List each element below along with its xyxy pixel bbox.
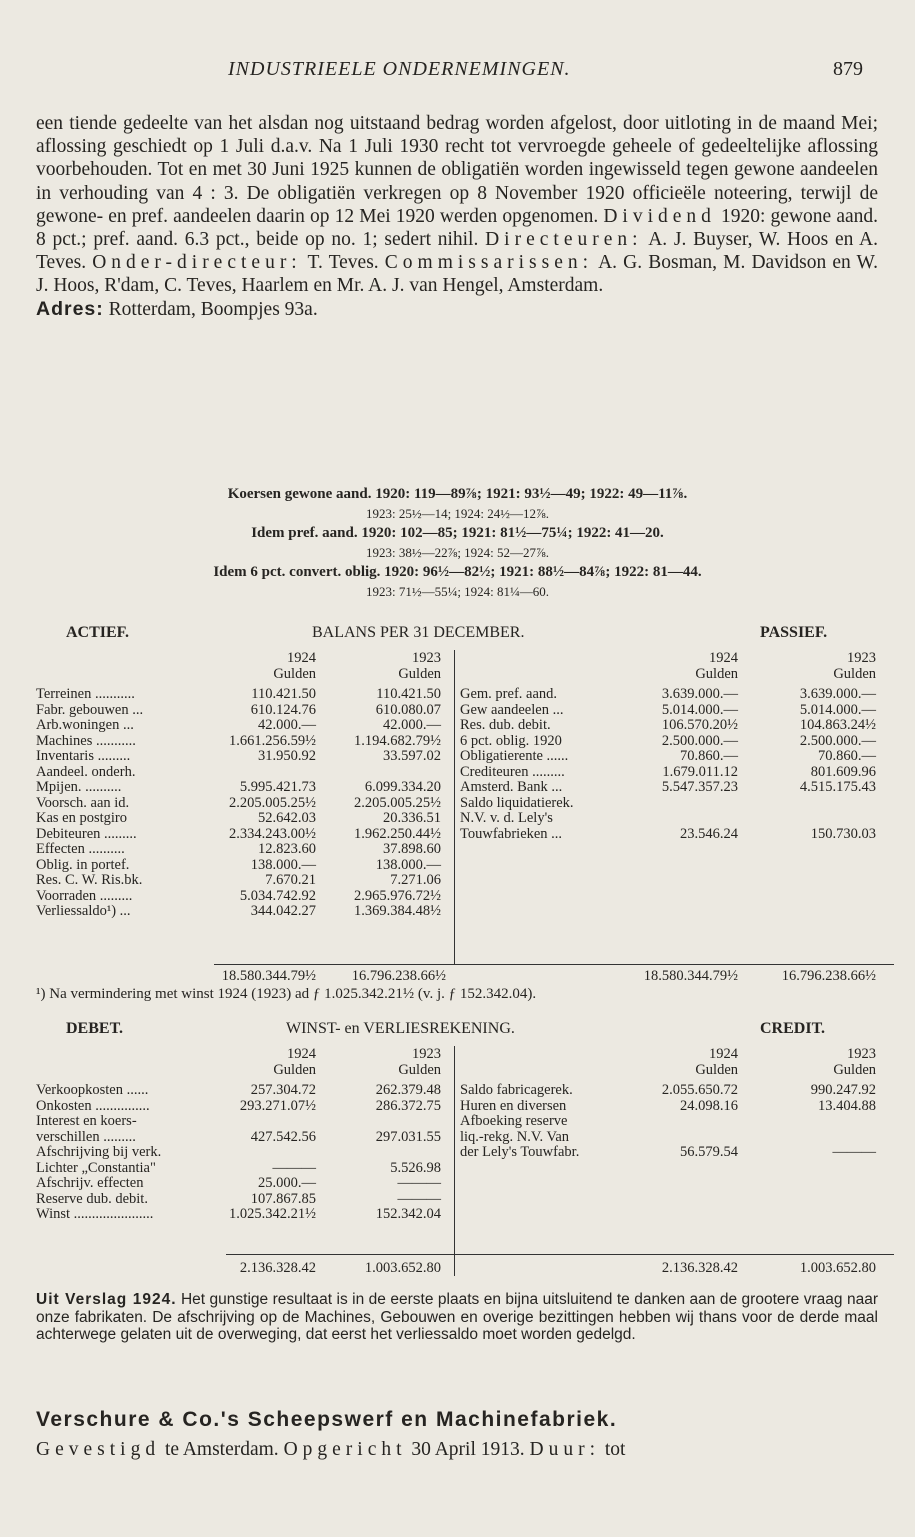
koersen-line: 1923: 71½—55¼; 1924: 81¼—60. [365, 584, 550, 599]
directeuren-label: Directeuren: [485, 229, 643, 251]
row-value-1924: 427.542.56 [250, 1128, 316, 1145]
total-value: 18.580.344.79½ [643, 968, 738, 984]
total-value: 2.136.328.42 [661, 1260, 738, 1276]
koersen-line: Koersen gewone aand. 1920: 119—89⅞; 1921: 93½—49; 1922: 49—11⅞. [227, 486, 688, 502]
row-label: Mpijen. .......... [36, 779, 122, 795]
year-header: 1924 [287, 650, 316, 666]
row-label: der Lely's Touwfabr. [460, 1144, 580, 1160]
row-value-1923: 801.609.96 [810, 763, 876, 780]
balans-table [36, 650, 896, 984]
balans-footnote: ¹) Na vermindering met winst 1924 (1923) ad ƒ 1.025.342.21½ (v. j. ƒ 152.342.04). [36, 986, 537, 1002]
row-value-1924: 1.661.256.59½ [229, 732, 316, 749]
row-value-1923: 990.247.92 [810, 1082, 876, 1098]
row-label: Effecten .......... [36, 841, 125, 857]
row-label: Voorraden ......... [36, 887, 133, 904]
row-value-1923: 152.342.04 [375, 1206, 441, 1222]
actief-label: ACTIEF. [66, 624, 129, 641]
row-value-1924: 138.000.— [250, 856, 316, 873]
row-label: Verkoopkosten ...... [36, 1082, 149, 1098]
koersen-line: Idem 6 pct. convert. oblig. 1920: 96½—82½; 1921: 88½—84⅞; 1922: 81—44. [213, 564, 702, 580]
row-value-1923: 297.031.55 [375, 1128, 441, 1145]
row-value-1923: 6.099.334.20 [364, 779, 441, 795]
row-value-1924: 23.546.24 [680, 825, 738, 842]
row-label: Aandeel. onderh. [36, 763, 136, 780]
row-value-1923: 37.898.60 [383, 841, 441, 857]
row-value-1924: ——— [272, 1159, 316, 1176]
adres-label: Adres: [36, 297, 104, 320]
verslag-text: Het gunstige resultaat is in de eerste plaats en bijna uitsluitend te danken aan de grootere vraag naar onze fabrikaten. De afschrijving op de Machines, Gebouwen en overige bezittingen hebben wij thans voor de derde maal achterwege gelaten uit de overweging, dat eerst het verliessaldo moet worden gedelgd. [36, 1291, 878, 1343]
row-value-1924: 3.639.000.— [661, 686, 738, 702]
row-label: Winst ...................... [36, 1206, 154, 1222]
total-value: 16.796.238.66½ [351, 968, 446, 984]
row-label: Voorsch. aan id. [36, 794, 130, 811]
row-value-1924: 106.570.20½ [661, 717, 738, 733]
row-label: Interest en koers- [36, 1113, 137, 1129]
row-label: verschillen ......... [36, 1128, 136, 1145]
row-value-1923: 138.000.— [375, 856, 441, 873]
intro-text: een tiende gedeelte van het alsdan nog uitstaand bedrag worden afgelost, door uitloting in de maand Mei; aflossing geschiedt op 1 Juli d.a.v. Na 1 Juli 1930 recht tot vervroegde geheele of gedeeltelijke aflossing voorbehouden. Tot en met 30 Juni 1925 kunnen de obligatiën worden ingewisseld tegen gewone aandeelen in verhouding van 4 : 3. De obligatiën verkregen op 8 November 1920 officieële noteering, terwijl de gewone- en pref. aandeelen daarin op 12 Mei 1920 werden opgenomen. [36, 113, 878, 227]
koersen-line: Idem pref. aand. 1920: 102—85; 1921: 81½—75¼; 1922: 41—20. [251, 525, 664, 541]
row-value-1924: 2.500.000.— [661, 732, 738, 749]
row-label: Obligatierente ...... [460, 748, 569, 764]
dividend-text: 1920: gewone aand. 8 pct.; pref. aand. 6.3 pct., beide op no. 1; sedert nihil. [36, 205, 878, 251]
row-value-1924: 5.547.357.23 [661, 779, 738, 795]
total-value: 2.136.328.42 [239, 1260, 316, 1276]
row-label: Kas en postgiro [36, 810, 128, 826]
commissarissen-text: A. G. Bosman, M. Davidson en W. J. Hoos, R'dam, C. Teves, Haarlem en Mr. A. J. van Hengel, Amsterdam. [36, 252, 878, 297]
row-label: Reserve dub. debit. [36, 1190, 148, 1207]
row-value-1924: 56.579.54 [680, 1144, 738, 1160]
onderdirecteur-label: Onder-directeur: [92, 252, 302, 274]
row-label: Machines ........... [36, 732, 136, 749]
year-header: 1924 [709, 650, 738, 666]
row-label: Verliessaldo¹) ... [36, 903, 131, 919]
year-header: 1923 [412, 1046, 441, 1062]
total-value: 16.796.238.66½ [781, 968, 876, 984]
opgericht-text: 30 April 1913. [406, 1439, 530, 1460]
debet-label: DEBET. [66, 1020, 124, 1037]
row-label: Gew aandeelen ... [460, 701, 564, 718]
column-divider [454, 650, 455, 965]
row-label: Oblig. in portef. [36, 856, 130, 873]
total-value: 1.003.652.80 [364, 1260, 441, 1276]
row-label: Amsterd. Bank ... [460, 779, 563, 795]
unit-header: Gulden [695, 666, 738, 682]
duur-text: tot [600, 1439, 626, 1460]
row-value-1923: 3.639.000.— [799, 686, 876, 702]
year-header: 1923 [847, 650, 876, 666]
row-value-1924: 7.670.21 [265, 872, 316, 888]
row-value-1924: 110.421.50 [251, 686, 316, 702]
row-label: Touwfabrieken ... [460, 825, 563, 842]
row-label: Afschrijving bij verk. [36, 1144, 162, 1160]
row-value-1923: 1.369.384.48½ [354, 903, 441, 919]
row-value-1923: 33.597.02 [383, 748, 441, 764]
koersen-line: 1923: 25½—14; 1924: 24½—12⅞. [365, 506, 550, 521]
row-label: Huren en diversen [460, 1097, 567, 1114]
row-value-1923: ——— [832, 1144, 876, 1160]
row-label: Arb.woningen ... [36, 717, 134, 733]
gevestigd-label: Gevestigd [36, 1439, 161, 1460]
row-value-1923: 150.730.03 [810, 825, 876, 842]
year-header: 1924 [709, 1046, 738, 1062]
row-value-1924: 70.860.— [680, 748, 738, 764]
row-value-1923: ——— [397, 1190, 441, 1207]
row-value-1924: 31.950.92 [258, 748, 316, 764]
row-value-1923: 4.515.175.43 [799, 779, 876, 795]
row-label: Saldo liquidatierek. [460, 794, 574, 811]
directeuren-text: A. J. Buyser, W. Hoos en A. Teves. [36, 229, 878, 274]
dividend-label: Dividend [603, 205, 716, 227]
row-value-1924: 5.034.742.92 [239, 887, 316, 904]
row-label: Lichter „Constantia" [36, 1159, 156, 1176]
unit-header: Gulden [273, 666, 316, 682]
row-label: Fabr. gebouwen ... [36, 701, 144, 718]
verslag-label: Uit Verslag 1924. [36, 1291, 177, 1308]
row-value-1924: 5.014.000.— [661, 701, 738, 718]
unit-header: Gulden [695, 1062, 738, 1078]
total-rule [214, 964, 894, 965]
duur-label: Duur: [529, 1439, 601, 1460]
row-value-1923: 42.000.— [383, 717, 441, 733]
row-value-1924: 2.205.005.25½ [229, 794, 316, 811]
row-value-1924: 1.025.342.21½ [229, 1206, 316, 1222]
row-label: Saldo fabricagerek. [460, 1082, 573, 1098]
row-value-1923: 7.271.06 [390, 872, 441, 888]
koersen-line: 1923: 38½—22⅞; 1924: 52—27⅞. [365, 545, 550, 560]
row-label: Debiteuren ......... [36, 825, 137, 842]
row-label: Afschrijv. effecten [36, 1175, 144, 1191]
unit-header: Gulden [398, 666, 441, 682]
row-value-1923: 5.014.000.— [799, 701, 876, 718]
header-title: INDUSTRIEELE ONDERNEMINGEN. [228, 58, 571, 80]
row-value-1923: 262.379.48 [375, 1082, 441, 1098]
row-value-1924: 1.679.011.12 [662, 763, 738, 780]
row-value-1923: 104.863.24½ [799, 717, 876, 733]
year-header: 1923 [847, 1046, 876, 1062]
total-value: 18.580.344.79½ [221, 968, 316, 984]
row-value-1924: 344.042.27 [250, 903, 316, 919]
row-label: Terreinen ........... [36, 686, 135, 702]
year-header: 1923 [412, 650, 441, 666]
row-label: Res. dub. debit. [460, 717, 551, 733]
row-value-1924: 293.271.07½ [239, 1097, 316, 1114]
row-value-1924: 12.823.60 [258, 841, 316, 857]
row-value-1924: 42.000.— [258, 717, 316, 733]
row-value-1924: 610.124.76 [250, 701, 316, 718]
row-value-1924: 107.867.85 [250, 1190, 316, 1207]
column-divider [454, 1046, 455, 1276]
row-label: Res. C. W. Ris.bk. [36, 872, 143, 888]
row-value-1924: 24.098.16 [680, 1097, 738, 1114]
row-value-1923: 1.194.682.79½ [354, 732, 441, 749]
row-label: Onkosten ............... [36, 1097, 150, 1114]
row-value-1924: 5.995.421.73 [239, 779, 316, 795]
koersen-block [0, 485, 915, 602]
company-description [36, 112, 878, 321]
winst-table [36, 1046, 896, 1281]
row-value-1923: 2.500.000.— [799, 732, 876, 749]
row-value-1923: 610.080.07 [375, 701, 441, 718]
row-value-1923: ——— [397, 1175, 441, 1191]
total-value: 1.003.652.80 [799, 1260, 876, 1276]
row-value-1924: 25.000.— [258, 1175, 316, 1191]
row-value-1923: 2.205.005.25½ [354, 794, 441, 811]
balans-title: BALANS PER 31 DECEMBER. [312, 624, 525, 641]
unit-header: Gulden [833, 666, 876, 682]
total-rule [226, 1254, 894, 1255]
unit-header: Gulden [398, 1062, 441, 1078]
row-value-1923: 20.336.51 [383, 810, 441, 826]
onderdirecteur-text: T. Teves. [301, 252, 385, 274]
unit-header: Gulden [833, 1062, 876, 1078]
row-label: N.V. v. d. Lely's [460, 810, 553, 826]
row-value-1923: 110.421.50 [376, 686, 441, 702]
row-label: Afboeking reserve [460, 1113, 568, 1129]
next-company-name: Verschure & Co.'s Scheepswerf en Machinefabriek. [36, 1408, 618, 1431]
next-company-details [36, 1438, 878, 1461]
row-value-1923: 70.860.— [818, 748, 876, 764]
row-value-1924: 2.055.650.72 [661, 1082, 738, 1098]
year-header: 1924 [287, 1046, 316, 1062]
adres-text: Rotterdam, Boompjes 93a. [103, 298, 318, 320]
gevestigd-text: te Amsterdam. [160, 1439, 284, 1460]
credit-label: CREDIT. [760, 1020, 826, 1037]
passief-label: PASSIEF. [760, 624, 828, 641]
row-label: 6 pct. oblig. 1920 [460, 732, 562, 749]
row-value-1923: 5.526.98 [390, 1159, 441, 1176]
verslag-paragraph [36, 1291, 878, 1344]
row-value-1923: 286.372.75 [375, 1097, 441, 1114]
row-label: Crediteuren ......... [460, 763, 565, 780]
winst-title: WINST- en VERLIESREKENING. [286, 1020, 515, 1037]
row-label: liq.-rekg. N.V. Van [460, 1128, 570, 1145]
row-value-1924: 2.334.243.00½ [229, 825, 316, 842]
row-value-1924: 52.642.03 [258, 810, 316, 826]
opgericht-label: Opgericht [283, 1439, 407, 1460]
row-value-1923: 13.404.88 [818, 1097, 876, 1114]
row-value-1923: 2.965.976.72½ [354, 887, 441, 904]
commissarissen-label: Commissarissen: [384, 252, 594, 274]
row-value-1923: 1.962.250.44½ [354, 825, 441, 842]
row-label: Gem. pref. aand. [460, 686, 558, 702]
row-label: Inventaris ......... [36, 748, 131, 764]
row-value-1924: 257.304.72 [250, 1082, 316, 1098]
running-header [0, 58, 915, 88]
unit-header: Gulden [273, 1062, 316, 1078]
page-number: 879 [833, 58, 863, 80]
